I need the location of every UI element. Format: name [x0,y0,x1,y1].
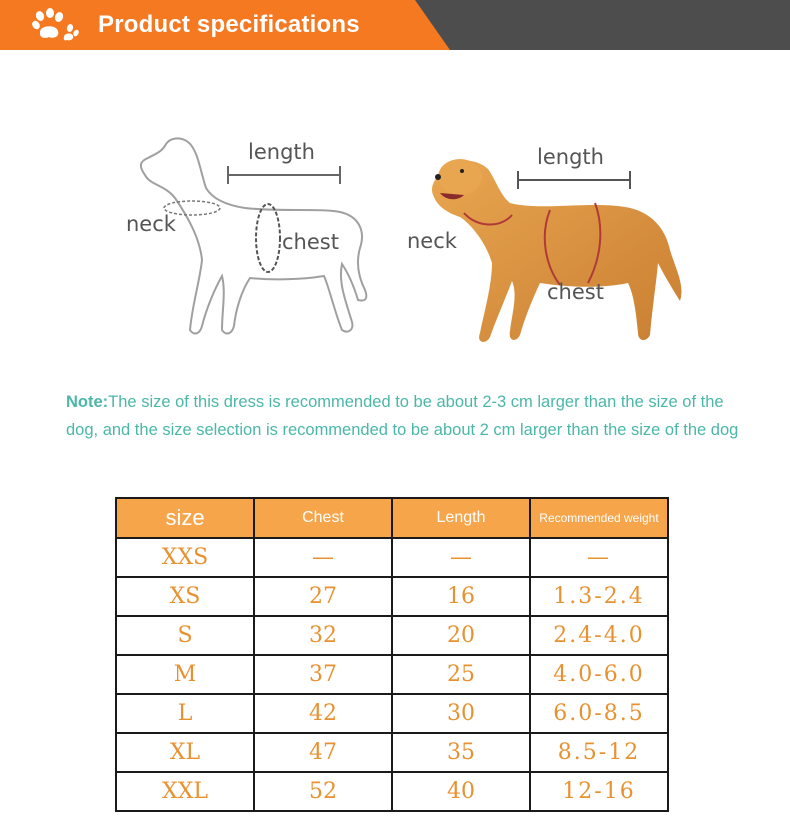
photo-neck-label: neck [407,229,457,253]
weight-cell: 4.0-6.0 [530,655,668,694]
length-cell: 20 [392,616,530,655]
length-cell: 16 [392,577,530,616]
dog-outline-diagram [110,130,390,350]
size-cell: XXS [116,538,254,577]
table-row [116,694,668,733]
table-row [116,616,668,655]
outline-length-label: length [248,140,315,164]
size-cell: XL [116,733,254,772]
table-row [116,577,668,616]
header-length: Length [392,498,530,538]
note-label: Note: [66,393,109,411]
table-row [116,733,668,772]
size-cell: L [116,694,254,733]
paw-print-icon [28,8,82,42]
weight-cell: 8.5-12 [530,733,668,772]
weight-cell: 6.0-8.5 [530,694,668,733]
note-text: The size of this dress is recommended to be about 2-3 cm larger than the size of the dog, and the size selection is recommended to be about 2 cm larger than the size of the dog [66,393,739,439]
photo-chest-label: chest [547,280,604,304]
outline-neck-label: neck [126,212,176,236]
size-table-header-row [116,498,668,538]
weight-cell: 2.4-4.0 [530,616,668,655]
length-cell: 30 [392,694,530,733]
outline-chest-label: chest [282,230,339,254]
size-cell: XS [116,577,254,616]
length-cell: 35 [392,733,530,772]
weight-cell: 12-16 [530,772,668,811]
size-cell: XXL [116,772,254,811]
header-banner [0,0,790,50]
size-note [66,389,746,444]
table-row [116,655,668,694]
header-chest: Chest [254,498,392,538]
table-row [116,538,668,577]
length-cell: 25 [392,655,530,694]
banner-title: Product specifications [98,11,360,38]
size-cell: S [116,616,254,655]
chest-cell: 37 [254,655,392,694]
length-cell: 40 [392,772,530,811]
chest-cell: 32 [254,616,392,655]
chest-cell: 27 [254,577,392,616]
dog-photo-diagram [400,135,700,355]
photo-length-label: length [537,145,604,169]
chest-cell: 42 [254,694,392,733]
table-row [116,772,668,811]
weight-cell: — [530,538,668,577]
chest-cell: — [254,538,392,577]
header-size: size [116,498,254,538]
header-recommended-weight: Recommended weight [530,498,668,538]
size-cell: M [116,655,254,694]
weight-cell: 1.3-2.4 [530,577,668,616]
size-table [115,497,669,812]
length-cell: — [392,538,530,577]
chest-cell: 47 [254,733,392,772]
chest-cell: 52 [254,772,392,811]
